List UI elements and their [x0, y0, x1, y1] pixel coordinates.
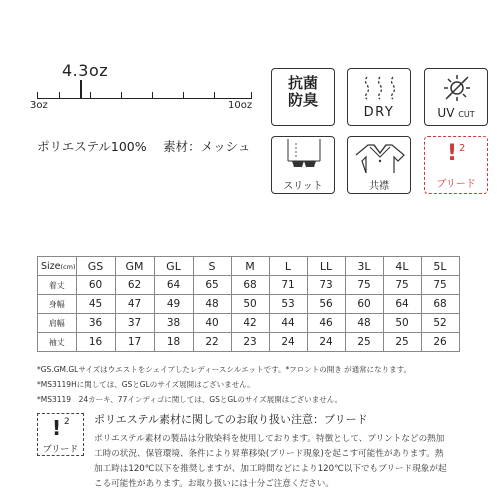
feature-uv-cut-label-main: UV: [437, 106, 455, 120]
size-header-cell: GL: [154, 257, 193, 276]
feature-bleed: [424, 136, 488, 194]
weight-scale-line: [37, 98, 252, 99]
size-header-cell: 4L: [383, 257, 421, 276]
size-value-cell: 75: [345, 276, 383, 295]
size-row: [38, 314, 460, 333]
size-value-cell: 60: [345, 295, 383, 314]
size-value-cell: 45: [76, 295, 115, 314]
size-row-label: 身幅: [38, 295, 77, 314]
feature-uv-cut-label: [425, 106, 487, 120]
fabric-weight-value: 4.3oz: [62, 61, 109, 80]
size-value-cell: 50: [231, 295, 269, 314]
size-value-cell: 26: [421, 333, 459, 352]
feature-antibacterial-label: 抗菌 防臭: [287, 74, 318, 109]
size-value-cell: 24: [269, 333, 307, 352]
weight-scale-tick: [183, 92, 184, 98]
size-value-cell: 17: [115, 333, 154, 352]
weight-scale-tick: [59, 92, 60, 98]
size-header-row: [38, 257, 460, 276]
weight-scale-marker: [80, 80, 82, 98]
size-value-cell: 36: [76, 314, 115, 333]
bleed-notice-line: こる可能性があります。お取り扱いには十分ご注意ください。: [94, 479, 334, 489]
size-value-cell: 49: [154, 295, 193, 314]
weight-scale-tick: [121, 92, 122, 98]
size-value-cell: 25: [345, 333, 383, 352]
size-note: *MS3119Hに関しては、GSとGLのサイズ展開はございません。: [37, 380, 255, 389]
bleed-notice-label: ブリード: [42, 445, 79, 455]
dry-icon: [362, 75, 398, 101]
size-value-cell: 46: [307, 314, 345, 333]
feature-uv-cut-label-sub: CUT: [458, 110, 475, 119]
bleed-notice-line: 加工時は120℃以下を推奨しますが、加工時間などにより120℃以下でもブリード現象が起: [94, 464, 447, 474]
size-value-cell: 71: [269, 276, 307, 295]
size-value-cell: 52: [421, 314, 459, 333]
size-value-cell: 37: [115, 314, 154, 333]
size-value-cell: 75: [383, 276, 421, 295]
size-value-cell: 22: [193, 333, 231, 352]
size-value-cell: 48: [193, 295, 231, 314]
weight-scale-tick: [251, 92, 252, 98]
weight-scale-tick: [90, 92, 91, 98]
feature-collar-label: 共襟: [369, 181, 389, 192]
size-header-cell: GM: [115, 257, 154, 276]
size-value-cell: 73: [307, 276, 345, 295]
feature-dry: [347, 68, 411, 126]
size-note: *GS.GM.GLサイズはウエストをシェイプしたレディースシルエットです。*フロントの開き が通常になります。: [37, 365, 412, 374]
size-value-cell: 68: [421, 295, 459, 314]
size-row: [38, 333, 460, 352]
feature-bleed-label: ブリード: [436, 179, 476, 190]
size-value-cell: 50: [383, 314, 421, 333]
bleed-notice-line: ポリエステル素材の製品は分散染料を使用しております。特徴として、プリントなどの熱加: [94, 434, 445, 444]
size-row: [38, 276, 460, 295]
size-value-cell: 25: [383, 333, 421, 352]
weight-scale-max-label: 10oz: [228, 100, 253, 111]
size-value-cell: 68: [231, 276, 269, 295]
size-value-cell: 16: [76, 333, 115, 352]
feature-dry-label: DRY: [363, 105, 395, 120]
bleed-notice-icon-box: [37, 413, 84, 456]
size-value-cell: 62: [115, 276, 154, 295]
size-value-cell: 18: [154, 333, 193, 352]
size-row-label: 袖丈: [38, 333, 77, 352]
feature-antibacterial: [271, 68, 335, 126]
feature-uv-cut: [424, 68, 488, 126]
feature-slit: [271, 136, 335, 194]
size-row-label: 着丈: [38, 276, 77, 295]
size-header-cell: GS: [76, 257, 115, 276]
size-header-cell: LL: [307, 257, 345, 276]
size-header-cell: 3L: [345, 257, 383, 276]
feature-collar: [347, 136, 411, 194]
size-value-cell: 60: [76, 276, 115, 295]
size-value-cell: 48: [345, 314, 383, 333]
uv-cut-icon: [442, 73, 472, 103]
feature-slit-label: スリット: [283, 181, 323, 192]
size-table: [37, 256, 460, 352]
weight-scale-tick: [214, 92, 215, 98]
bleed-notice-line: 工時の状況、保管環境、条件により昇華移染(ブリード現象)を起こす可能性があります。熱: [94, 449, 444, 459]
collar-icon: [354, 141, 406, 173]
size-value-cell: 23: [231, 333, 269, 352]
material-description: ポリエステル100% 素材：メッシュ: [37, 139, 251, 154]
bleed-notice-exclamation-icon: !: [52, 416, 62, 440]
size-header-cell: S: [193, 257, 231, 276]
weight-scale-min-label: 3oz: [30, 100, 48, 111]
bleed-exclamation-icon: !: [447, 141, 458, 166]
size-value-cell: 38: [154, 314, 193, 333]
weight-scale-tick: [37, 92, 38, 98]
size-value-cell: 56: [307, 295, 345, 314]
slit-icon: [282, 139, 326, 173]
size-value-cell: 65: [193, 276, 231, 295]
size-value-cell: 53: [269, 295, 307, 314]
size-value-cell: 64: [154, 276, 193, 295]
size-value-cell: 47: [115, 295, 154, 314]
size-header-cell: L: [269, 257, 307, 276]
size-value-cell: 64: [383, 295, 421, 314]
size-row: [38, 295, 460, 314]
size-note: *MS3119 24カーキ、77インディゴに関しては、GSとGLのサイズ展開はございません。: [37, 395, 343, 404]
bleed-level-badge: 2: [459, 143, 466, 154]
size-value-cell: 24: [307, 333, 345, 352]
size-header-cell: M: [231, 257, 269, 276]
bleed-notice-badge: 2: [64, 417, 70, 427]
weight-scale-tick: [152, 92, 153, 98]
size-value-cell: 44: [269, 314, 307, 333]
bleed-notice-title: ポリエステル素材に関してのお取り扱い注意：ブリード: [94, 413, 368, 426]
size-table-corner: Size(cm): [38, 257, 77, 276]
size-row-label: 肩幅: [38, 314, 77, 333]
size-value-cell: 75: [421, 276, 459, 295]
size-header-cell: 5L: [421, 257, 459, 276]
size-value-cell: 40: [193, 314, 231, 333]
size-value-cell: 42: [231, 314, 269, 333]
